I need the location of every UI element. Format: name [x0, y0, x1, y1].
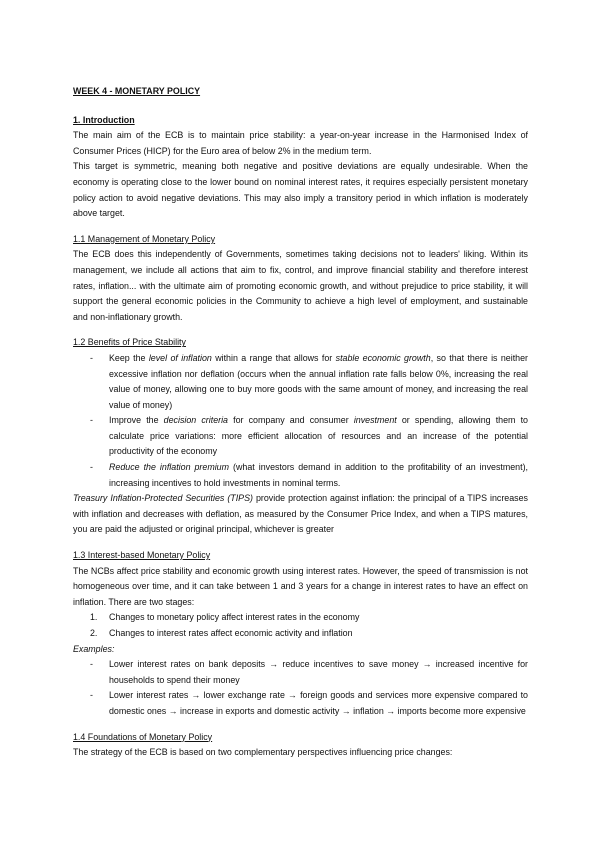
- document-title: WEEK 4 - MONETARY POLICY: [73, 86, 201, 96]
- list-item: - Lower interest rates → lower exchange rate → foreign goods and services more expensive compared to domestic ones → increase in exports and domestic activity → inflation → imports become more expensive: [73, 688, 528, 719]
- section-heading-management: 1.1 Management of Monetary Policy: [73, 233, 216, 244]
- bullet-text: within a range that allows for: [211, 352, 336, 363]
- examples-label-text: Examples:: [73, 643, 115, 654]
- italic-term: stable economic growth: [335, 352, 431, 363]
- list-item: [73, 610, 528, 626]
- bullet-text: (what investors demand in addition to the profitability of an investment), increasing incentives to hold investments in nominal terms.: [109, 462, 529, 488]
- examples-list: [73, 657, 528, 719]
- introduction-paragraph-2: This target is symmetric, meaning both negative and positive deviations are equally undesirable. When the economy is operating close to the lower bound on nominal interest rates, it requires especially persistent monetary policy action to avoid negative deviations. This may also imply a transitory period in which inflation is moderately above target.: [73, 161, 528, 219]
- italic-term: Reduce the inflation premium: [109, 462, 230, 473]
- list-number: 2.: [90, 628, 98, 638]
- italic-term: investment: [353, 415, 397, 426]
- italic-term: Treasury Inflation-Protected Securities (TIPS): [73, 493, 253, 504]
- introduction-paragraph-1: The main aim of the ECB is to maintain price stability: a year-on-year increase in the Harmonised Index of Consumer Prices (HICP) for the Euro area of below 2% in the medium term.: [73, 130, 528, 156]
- stage-text: Changes to interest rates affect economic activity and inflation: [109, 628, 353, 638]
- stage-text: Changes to monetary policy affect interest rates in the economy: [109, 612, 360, 623]
- stages-list: [73, 610, 528, 641]
- bullet-text: , so that there is neither excessive inflation nor deflation (occurs when the annual inflation rate falls below 0%, increasing the real value of money, allowing one to buy more goods with the same amount of money, and increasing the real value of money): [109, 352, 528, 410]
- bullet-text: or spending, allowing them to calculate price variations: more efficient allocation of resources and an increase of the potential productivity of the economy: [109, 415, 528, 457]
- paragraph-text: provide protection against inflation: the principal of a TIPS increases with inflation and decreases with deflation, as measured by the Consumer Price Index, and when a TIPS matures, you are paid the adjusted or original principal, whichever is greater: [73, 493, 528, 535]
- foundations-paragraph: The strategy of the ECB is based on two complementary perspectives influencing price changes:: [73, 747, 453, 758]
- interest-paragraph: The NCBs affect price stability and economic growth using interest rates. However, the speed of transmission is not homogeneous over time, and it can take between 1 and 3 years for a change in interest rates to have an effect on inflation. There are two stages:: [73, 565, 528, 607]
- list-item: [73, 413, 528, 460]
- list-item: [73, 351, 528, 413]
- list-item: [73, 626, 528, 642]
- italic-term: level of inflation: [148, 352, 212, 363]
- bullet-text: Keep the: [109, 352, 149, 363]
- section-heading-interest: 1.3 Interest-based Monetary Policy: [73, 550, 211, 561]
- section-heading-introduction: 1. Introduction: [73, 114, 135, 125]
- tips-paragraph: [73, 491, 528, 538]
- section-heading-foundations: 1.4 Foundations of Monetary Policy: [73, 731, 213, 742]
- bullet-text: for company and consumer: [228, 415, 354, 426]
- management-paragraph: The ECB does this independently of Governments, sometimes taking decisions not to leaders' liking. Within its management, we include all actions that aim to fix, control, and improve financial stability and therefore interest rates, inflation... with the ultimate aim of promoting economic growth, and without prejudice to price stability, it will support the general economic policies in the Community to achieve a high level of employment, and sustainable and non-inflationary growth.: [73, 249, 528, 322]
- document-body: [73, 84, 528, 761]
- list-item: [73, 460, 528, 491]
- examples-label: [73, 642, 528, 658]
- benefits-list: [73, 351, 528, 491]
- list-item: - Lower interest rates on bank deposits → reduce incentives to save money → increased incentive for households to spend their money: [73, 657, 528, 688]
- italic-term: decision criteria: [163, 415, 228, 426]
- bullet-text: Improve the: [109, 415, 164, 426]
- section-heading-benefits: 1.2 Benefits of Price Stability: [73, 337, 186, 348]
- list-number: 1.: [90, 612, 98, 623]
